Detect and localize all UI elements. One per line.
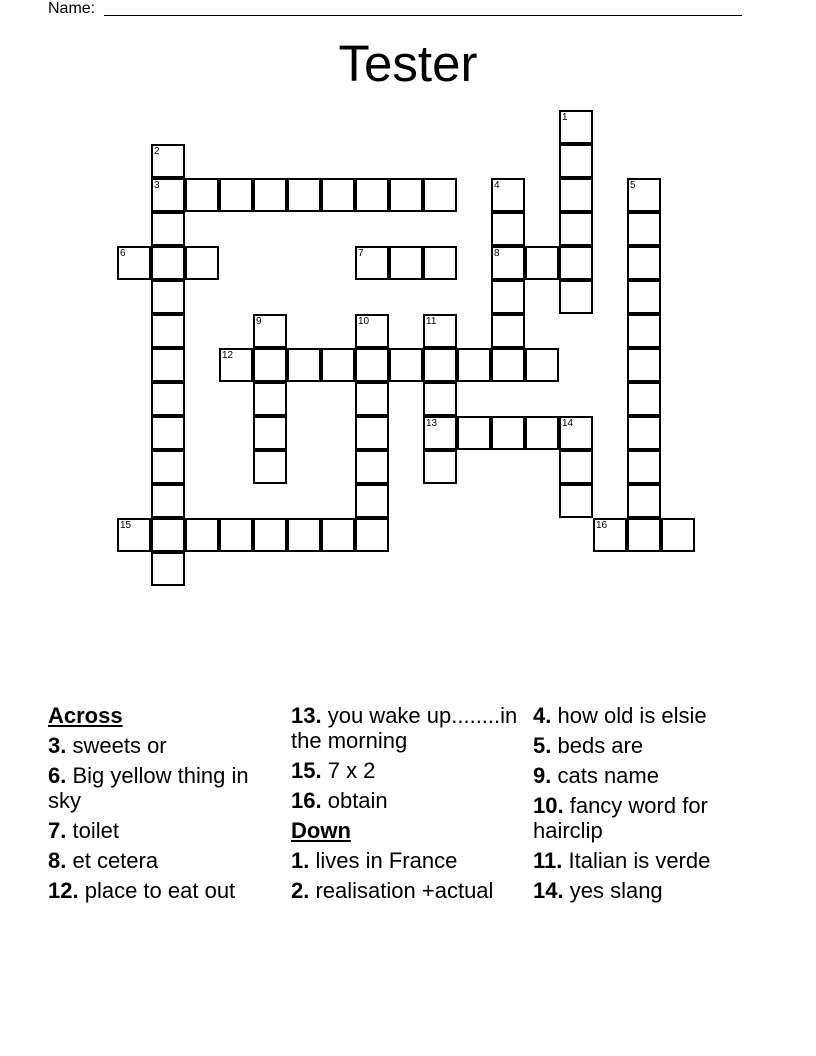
grid-cell[interactable] <box>185 178 219 212</box>
grid-cell[interactable] <box>627 518 661 552</box>
grid-cell[interactable] <box>287 348 321 382</box>
clues-section <box>0 703 816 1003</box>
grid-cell[interactable] <box>423 178 457 212</box>
down-heading: Down <box>291 818 351 843</box>
clue-number: 3 <box>154 180 160 191</box>
clue-down-14: 14. yes slang <box>533 878 663 903</box>
grid-cell[interactable] <box>525 246 559 280</box>
grid-cell[interactable] <box>151 280 185 314</box>
page-title: Tester <box>338 35 478 92</box>
grid-cell[interactable] <box>151 484 185 518</box>
grid-cell[interactable] <box>355 246 389 280</box>
grid-cell[interactable] <box>627 450 661 484</box>
grid-cell[interactable] <box>185 518 219 552</box>
grid-cell[interactable] <box>321 348 355 382</box>
clue-number: 16 <box>596 520 608 531</box>
grid-cell[interactable] <box>117 246 151 280</box>
grid-cell[interactable] <box>559 110 593 144</box>
clue-number: 15 <box>120 520 132 531</box>
clue-number: 9 <box>256 316 262 327</box>
clue-number: 1 <box>562 112 568 123</box>
grid-cell[interactable] <box>253 382 287 416</box>
grid-cell[interactable] <box>287 518 321 552</box>
grid-cell[interactable] <box>355 178 389 212</box>
grid-cell[interactable] <box>627 314 661 348</box>
grid-cell[interactable] <box>491 178 525 212</box>
grid-cell[interactable] <box>287 178 321 212</box>
grid-cell[interactable] <box>457 348 491 382</box>
grid-cell[interactable] <box>627 246 661 280</box>
grid-cell[interactable] <box>253 178 287 212</box>
grid-cell[interactable] <box>355 382 389 416</box>
grid-cell[interactable] <box>253 348 287 382</box>
grid-cell[interactable] <box>661 518 695 552</box>
clue-down-2: 2. realisation +actual <box>291 878 494 903</box>
clue-across-7: 7. toilet <box>48 818 119 843</box>
grid-cell[interactable] <box>151 450 185 484</box>
grid-cell[interactable] <box>559 212 593 246</box>
grid-cell[interactable] <box>219 518 253 552</box>
clue-number: 2 <box>154 146 160 157</box>
grid-cell[interactable] <box>627 382 661 416</box>
grid-cell[interactable] <box>151 382 185 416</box>
grid-cell[interactable] <box>355 348 389 382</box>
grid-cell[interactable] <box>491 212 525 246</box>
clue-across-12: 12. place to eat out <box>48 878 236 903</box>
clue-column-3 <box>533 703 765 908</box>
grid-cell[interactable] <box>389 348 423 382</box>
grid-cell[interactable] <box>423 382 457 416</box>
clue-across-8: 8. et cetera <box>48 848 159 873</box>
clue-number: 4 <box>494 180 500 191</box>
clue-down-10: 10. fancy word for hairclip <box>533 793 708 843</box>
clue-down-11: 11. Italian is verde <box>533 848 711 873</box>
clue-number: 6 <box>120 248 126 259</box>
grid-cell[interactable] <box>491 314 525 348</box>
grid-cell[interactable] <box>559 484 593 518</box>
clue-number: 12 <box>222 350 234 361</box>
grid-cell[interactable] <box>253 416 287 450</box>
grid-cell[interactable] <box>151 314 185 348</box>
clue-number: 11 <box>426 316 437 327</box>
grid-cell[interactable] <box>559 280 593 314</box>
clue-number: 14 <box>562 418 574 429</box>
clue-number: 10 <box>358 316 370 327</box>
grid-cell[interactable] <box>253 518 287 552</box>
grid-cell[interactable] <box>253 450 287 484</box>
clue-down-1: 1. lives in France <box>291 848 458 873</box>
grid-cell[interactable] <box>185 246 219 280</box>
grid-cell[interactable] <box>559 450 593 484</box>
grid-cell[interactable] <box>219 178 253 212</box>
grid-cell[interactable] <box>491 416 525 450</box>
grid-cell[interactable] <box>559 416 593 450</box>
grid-cell[interactable] <box>389 178 423 212</box>
clue-down-5: 5. beds are <box>533 733 644 758</box>
grid-cell[interactable] <box>151 212 185 246</box>
grid-cell[interactable] <box>151 246 185 280</box>
grid-cell[interactable] <box>627 212 661 246</box>
grid-cell[interactable] <box>627 416 661 450</box>
clue-column-1 <box>48 703 280 908</box>
clue-number: 5 <box>630 180 636 191</box>
grid-cell[interactable] <box>491 280 525 314</box>
grid-cell[interactable] <box>151 144 185 178</box>
grid-cell[interactable] <box>321 178 355 212</box>
grid-cell[interactable] <box>151 518 185 552</box>
grid-cell[interactable] <box>355 416 389 450</box>
grid-cell[interactable] <box>627 348 661 382</box>
grid-cell[interactable] <box>423 416 457 450</box>
clue-across-16: 16. obtain <box>291 788 388 813</box>
clue-across-13: 13. you wake up........in the morning <box>291 703 518 753</box>
grid-cell[interactable] <box>627 484 661 518</box>
grid-cell[interactable] <box>151 178 185 212</box>
grid-cell[interactable] <box>423 246 457 280</box>
grid-cell[interactable] <box>593 518 627 552</box>
clue-column-2 <box>291 703 523 908</box>
grid-cell[interactable] <box>151 416 185 450</box>
grid-cell[interactable] <box>423 348 457 382</box>
grid-cell[interactable] <box>491 348 525 382</box>
grid-cell[interactable] <box>321 518 355 552</box>
clue-across-6: 6. Big yellow thing in sky <box>48 763 249 813</box>
grid-cell[interactable] <box>117 518 151 552</box>
clue-number: 7 <box>358 248 364 259</box>
grid-cell[interactable] <box>355 314 389 348</box>
grid-cell[interactable] <box>151 552 185 586</box>
grid-cell[interactable] <box>525 348 559 382</box>
grid-cell[interactable] <box>525 416 559 450</box>
grid-cell[interactable] <box>219 348 253 382</box>
grid-cell[interactable] <box>355 450 389 484</box>
grid-cell[interactable] <box>559 246 593 280</box>
clue-number: 13 <box>426 418 438 429</box>
grid-cell[interactable] <box>151 348 185 382</box>
clue-across-15: 15. 7 x 2 <box>291 758 376 783</box>
grid-cell[interactable] <box>627 280 661 314</box>
clue-across-3: 3. sweets or <box>48 733 167 758</box>
across-heading: Across <box>48 703 123 728</box>
grid-cell[interactable] <box>627 178 661 212</box>
grid-cell[interactable] <box>559 144 593 178</box>
grid-cell[interactable] <box>423 450 457 484</box>
grid-cell[interactable] <box>491 246 525 280</box>
grid-cell[interactable] <box>423 314 457 348</box>
grid-cell[interactable] <box>457 416 491 450</box>
grid-cell[interactable] <box>355 518 389 552</box>
grid-cell[interactable] <box>253 314 287 348</box>
grid-cell[interactable] <box>355 484 389 518</box>
clue-down-4: 4. how old is elsie <box>533 703 707 728</box>
grid-cell[interactable] <box>389 246 423 280</box>
clue-down-9: 9. cats name <box>533 763 659 788</box>
grid-cell[interactable] <box>559 178 593 212</box>
name-label: Name: <box>48 0 96 17</box>
clue-number: 8 <box>494 248 500 259</box>
